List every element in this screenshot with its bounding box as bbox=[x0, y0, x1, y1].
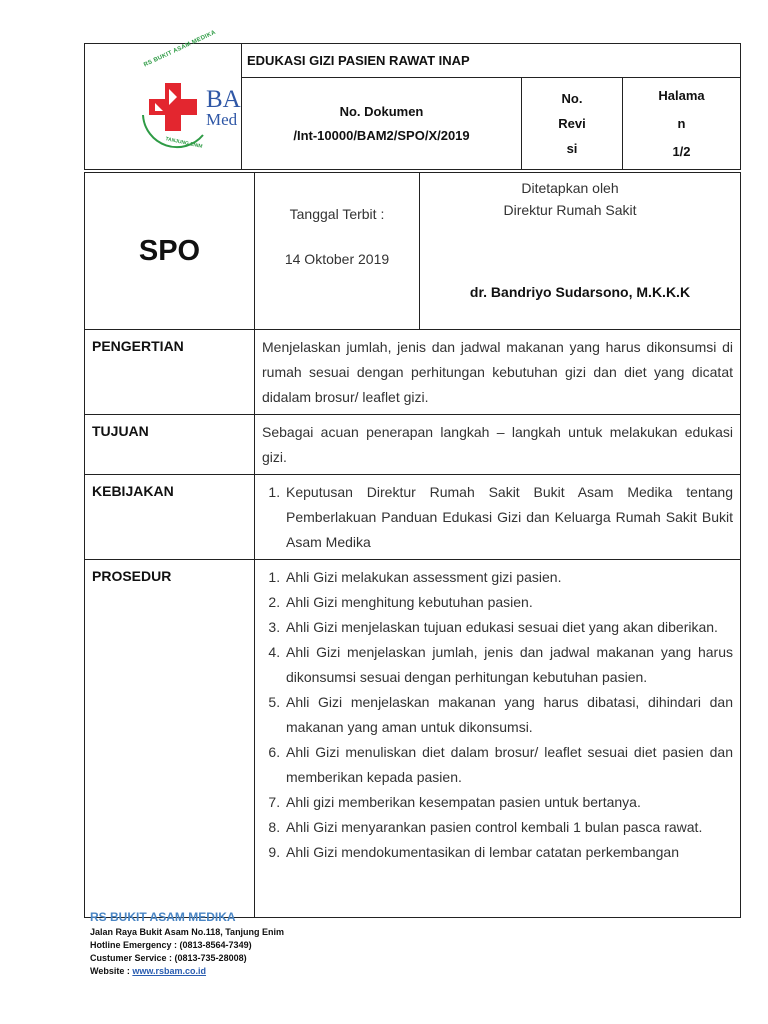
prosedur-label: PROSEDUR bbox=[85, 560, 255, 918]
footer-title: RS BUKIT ASAM MEDIKA bbox=[90, 910, 236, 924]
doc-number-cell bbox=[242, 78, 522, 170]
page-value: 1/2 bbox=[672, 143, 691, 159]
footer bbox=[90, 910, 284, 976]
logo-text-bottom: TANJUNG ENIM bbox=[164, 136, 203, 150]
logo-brand-1: BA bbox=[206, 86, 241, 113]
document-header bbox=[84, 29, 741, 170]
ditetapkan-cell bbox=[420, 173, 741, 330]
tujuan-label: TUJUAN bbox=[85, 415, 255, 475]
revision-label-2: Revi bbox=[558, 116, 586, 131]
jabatan-label: Direktur Rumah Sakit bbox=[503, 202, 637, 218]
logo-text-top: RS BUKIT ASAM MEDIKA bbox=[143, 29, 217, 69]
penandatangan-name: dr. Bandriyo Sudarsono, M.K.K.K bbox=[469, 284, 691, 300]
tanggal-terbit-value: 14 Oktober 2019 bbox=[284, 251, 390, 267]
doc-number-value: /Int-10000/BAM2/SPO/X/2019 bbox=[293, 127, 470, 143]
revision-cell bbox=[522, 78, 623, 170]
pengertian-label: PENGERTIAN bbox=[85, 330, 255, 415]
revision-label-3: si bbox=[566, 141, 578, 156]
doc-number-label: No. Dokumen bbox=[339, 103, 424, 119]
footer-hotline: Hotline Emergency : (0813-8564-7349) bbox=[90, 940, 252, 950]
logo-cell bbox=[85, 29, 242, 170]
list-item: 6. Ahli Gizi menuliskan diet dalam brosur/ leaflet sesuai diet pasien dan memberikan kepada pasien. bbox=[284, 740, 733, 790]
list-item: 4. Ahli Gizi menjelaskan jumlah, jenis dan jadwal makanan yang harus dikonsumsi sesuai dengan perhitungan kebutuhan pasien. bbox=[284, 640, 733, 690]
list-item: 1. Ahli Gizi melakukan assessment gizi pasien. bbox=[284, 565, 733, 590]
kebijakan-list-cell bbox=[255, 475, 741, 560]
tanggal-terbit-cell bbox=[255, 173, 420, 330]
spo-table bbox=[84, 172, 741, 918]
page-label-1: Halama bbox=[658, 87, 705, 103]
footer-customer-service: Custumer Service : (0813-735-28008) bbox=[90, 953, 247, 963]
prosedur-list-cell bbox=[255, 560, 741, 918]
tujuan-text: Sebagai acuan penerapan langkah – langkah untuk melakukan edukasi gizi. bbox=[255, 415, 741, 475]
page-label-2: n bbox=[677, 115, 686, 131]
list-item: 2. Ahli Gizi menghitung kebutuhan pasien. bbox=[284, 590, 733, 615]
list-item: 5. Ahli Gizi menjelaskan makanan yang harus dibatasi, dihindari dan makanan yang aman untuk dikonsumsi. bbox=[284, 690, 733, 740]
footer-website-label: Website : bbox=[90, 966, 133, 976]
prosedur-list bbox=[262, 565, 733, 865]
logo-brand-2: Med bbox=[206, 110, 238, 129]
page-cell bbox=[623, 78, 741, 170]
revision-label-1: No. bbox=[561, 91, 583, 106]
kebijakan-label: KEBIJAKAN bbox=[85, 475, 255, 560]
footer-address: Jalan Raya Bukit Asam No.118, Tanjung Enim bbox=[90, 927, 285, 937]
pengertian-text: Menjelaskan jumlah, jenis dan jadwal makanan yang harus dikonsumsi di rumah sesuai dengan perhitungan kebutuhan gizi dan diet yang dicatat didalam brosur/ leaflet gizi. bbox=[255, 330, 741, 415]
ditetapkan-label: Ditetapkan oleh bbox=[521, 180, 619, 196]
list-item: 1. Keputusan Direktur Rumah Sakit Bukit Asam Medika tentang Pemberlakuan Panduan Edukasi Gizi dan Keluarga Rumah Sakit Bukit Asam Medika bbox=[284, 480, 733, 555]
list-item: 8. Ahli Gizi menyarankan pasien control kembali 1 bulan pasca rawat. bbox=[284, 815, 733, 840]
list-item: 7. Ahli gizi memberikan kesempatan pasien untuk bertanya. bbox=[284, 790, 733, 815]
list-item: 3. Ahli Gizi menjelaskan tujuan edukasi sesuai diet yang akan diberikan. bbox=[284, 615, 733, 640]
footer-website-link[interactable]: www.rsbam.co.id bbox=[132, 966, 207, 976]
tanggal-terbit-label: Tanggal Terbit : bbox=[289, 206, 385, 222]
spo-label: SPO bbox=[85, 173, 255, 330]
kebijakan-list bbox=[262, 480, 733, 555]
list-item: 9. Ahli Gizi mendokumentasikan di lembar catatan perkembangan bbox=[284, 840, 733, 865]
footer-website bbox=[90, 966, 284, 976]
document-title: EDUKASI GIZI PASIEN RAWAT INAP bbox=[242, 44, 741, 78]
